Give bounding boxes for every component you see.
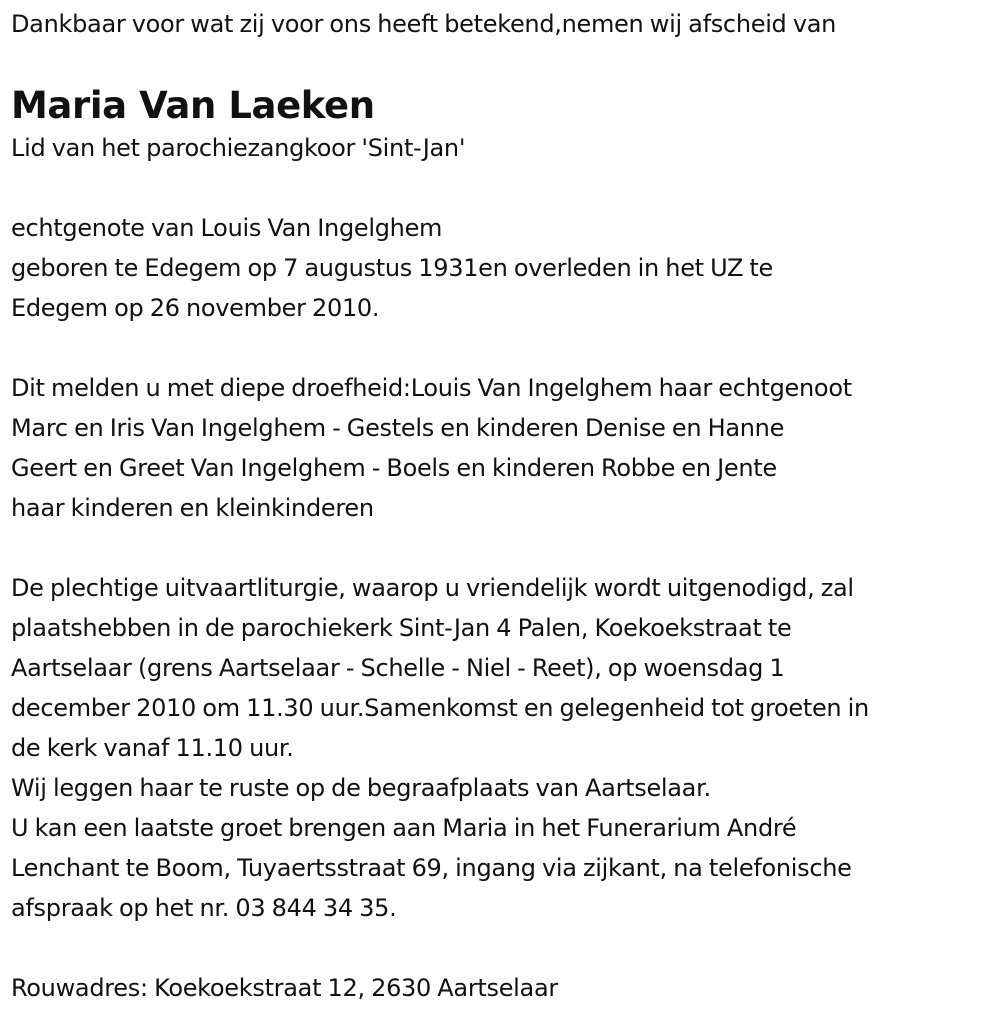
family-line: Dit melden u met diepe droefheid:Louis Van Ingelghem haar echtgenoot	[11, 374, 852, 402]
deceased-name: Maria Van Laeken	[11, 84, 375, 127]
ceremony-line: Lenchant te Boom, Tuyaertsstraat 69, ingang via zijkant, na telefonische	[11, 854, 852, 882]
family-line: Geert en Greet Van Ingelghem - Boels en kinderen Robbe en Jente	[11, 454, 777, 482]
ceremony-line: Aartselaar (grens Aartselaar - Schelle - Niel - Reet), op woensdag 1	[11, 654, 785, 682]
ceremony-line: De plechtige uitvaartliturgie, waarop u vriendelijk wordt uitgenodigd, zal	[11, 574, 854, 602]
ceremony-line: Wij leggen haar te ruste op de begraafplaats van Aartselaar.	[11, 774, 711, 802]
ceremony-line: december 2010 om 11.30 uur.Samenkomst en gelegenheid tot groeten in	[11, 694, 869, 722]
spacer	[11, 928, 996, 968]
obituary-notice	[11, 0, 996, 1008]
ceremony-line: U kan een laatste groet brengen aan Maria in het Funerarium André	[11, 814, 797, 842]
details-block	[11, 208, 996, 328]
family-block	[11, 368, 996, 528]
ceremony-line: plaatshebben in de parochiekerk Sint-Jan 4 Palen, Koekoekstraat te	[11, 614, 792, 642]
spacer	[11, 328, 996, 368]
details-line: geboren te Edegem op 7 augustus 1931en overleden in het UZ te	[11, 254, 773, 282]
spacer	[11, 168, 996, 208]
mourning-address: Rouwadres: Koekoekstraat 12, 2630 Aartselaar	[11, 974, 558, 1002]
details-line: echtgenote van Louis Van Ingelghem	[11, 214, 443, 242]
details-line: Edegem op 26 november 2010.	[11, 294, 380, 322]
subtitle-text: Lid van het parochiezangkoor 'Sint-Jan'	[11, 134, 466, 162]
ceremony-block	[11, 568, 996, 928]
intro-text: Dankbaar voor wat zij voor ons heeft betekend,nemen wij afscheid van	[11, 10, 837, 38]
ceremony-line: afspraak op het nr. 03 844 34 35.	[11, 894, 397, 922]
spacer	[11, 528, 996, 568]
family-line: Marc en Iris Van Ingelghem - Gestels en kinderen Denise en Hanne	[11, 414, 785, 442]
family-line: haar kinderen en kleinkinderen	[11, 494, 374, 522]
ceremony-line: de kerk vanaf 11.10 uur.	[11, 734, 294, 762]
